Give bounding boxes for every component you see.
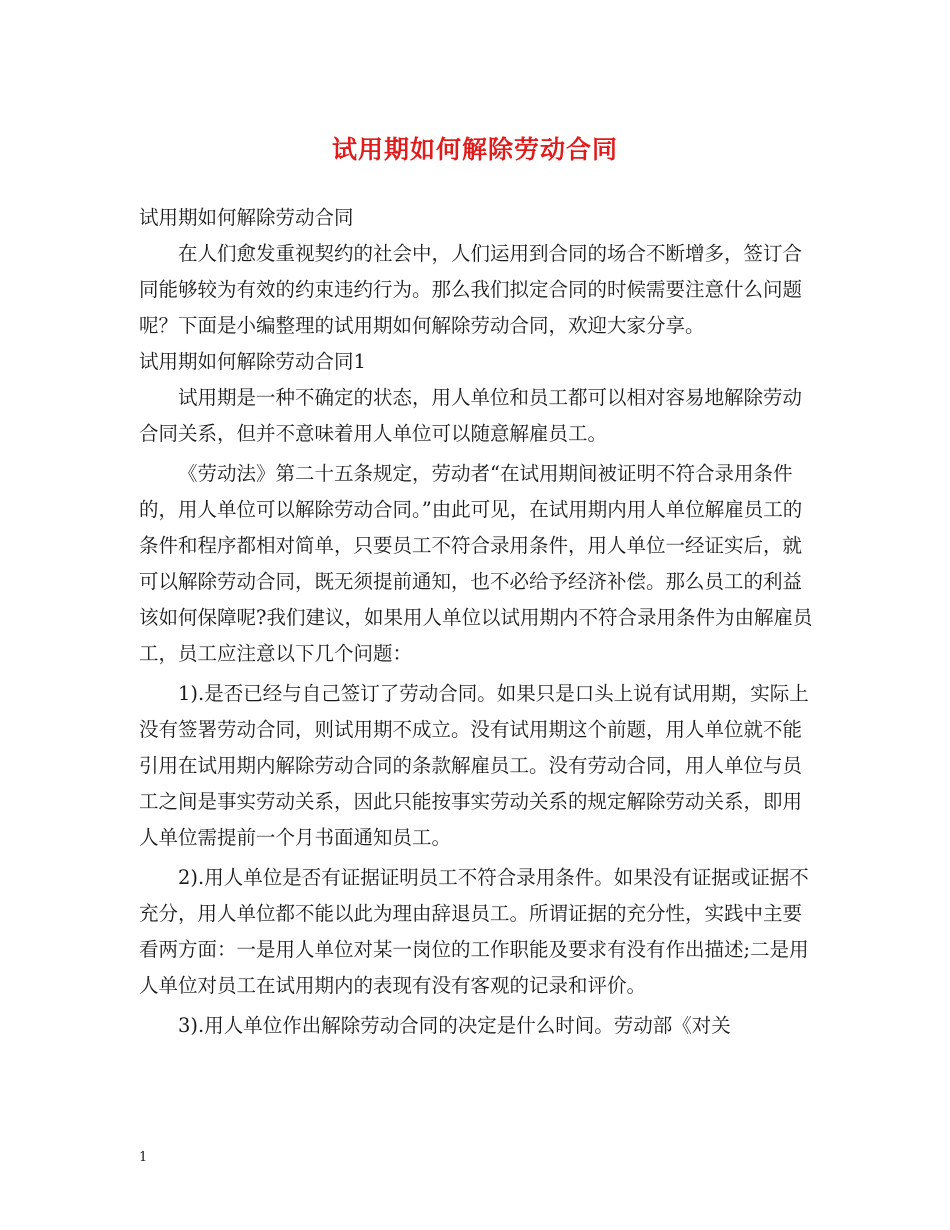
document-body: [139, 200, 819, 1044]
page-number: 1: [139, 1150, 148, 1165]
list-item-1: 1).是否已经与自己签订了劳动合同。如果只是口头上说有试用期，实际上没有签署劳动合同，则试用期不成立。没有试用期这个前题，用人单位就不能引用在试用期内解除劳动合同的条款解雇员工。没有劳动合同，用人单位与员工之间是事实劳动关系，因此只能按事实劳动关系的规定解除劳动关系，即用人单位需提前一个月书面通知员工。: [139, 682, 809, 849]
list-item-2: 2).用人单位是否有证据证明员工不符合录用条件。如果没有证据或证据不充分，用人单位都不能以此为理由辞退员工。所谓证据的充分性，实践中主要看两方面：一是用人单位对某一岗位的工作职能及要求有没有作出描述;二是用人单位对员工在试用期内的表现有没有客观的记录和评价。: [139, 866, 809, 997]
body-paragraph: 试用期是一种不确定的状态，用人单位和员工都可以相对容易地解除劳动合同关系，但并不意味着用人单位可以随意解雇员工。: [139, 386, 803, 445]
subtitle-line: 试用期如何解除劳动合同: [139, 206, 354, 229]
list-item-3: 3).用人单位作出解除劳动合同的决定是什么时间。劳动部《对关: [178, 1014, 731, 1037]
body-paragraph: 《劳动法》第二十五条规定，劳动者“在试用期间被证明不符合录用条件的，用人单位可以解除劳动合同。”由此可见，在试用期内用人单位解雇员工的条件和程序都相对简单，只要员工不符合录用条件，用人单位一经证实后，就可以解除劳动合同，既无须提前通知，也不必给予经济补偿。那么员工的利益该如何保障呢?我们建议，如果用人单位以试用期内不符合录用条件为由解雇员工，员工应注意以下几个问题：: [139, 462, 813, 665]
intro-paragraph: 在人们愈发重视契约的社会中，人们运用到合同的场合不断增多，签订合同能够较为有效的约束违约行为。那么我们拟定合同的时候需要注意什么问题呢？下面是小编整理的试用期如何解除劳动合同，欢迎大家分享。: [139, 242, 803, 337]
document-title: 试用期如何解除劳动合同: [331, 135, 618, 164]
section-heading: 试用期如何解除劳动合同1: [139, 350, 366, 373]
